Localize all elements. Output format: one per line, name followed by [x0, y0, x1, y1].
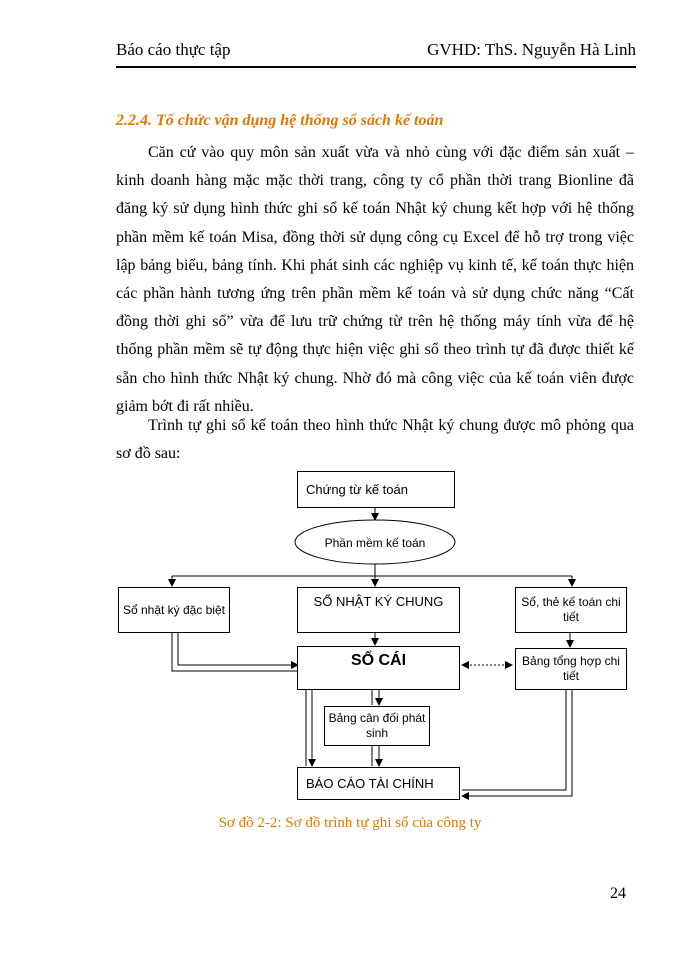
- section-title: 2.2.4. Tổ chức vận dụng hệ thống sổ sách kế toán: [116, 112, 444, 129]
- box-special-journal: [118, 587, 230, 633]
- box-accounting-software: [318, 526, 432, 560]
- box-financial-statements: [297, 767, 460, 800]
- page-number: 24: [610, 885, 626, 902]
- body-paragraph: Căn cứ vào quy môn sản xuất vừa và nhỏ cùng với đặc điểm sản xuất – kinh doanh hàng mặc mặc thời trang, công ty cổ phần thời trang Bionline đã đăng ký sử dụng hình thức ghi sổ kế toán Nhật ký chung kết hợp với hệ thống phần mềm kế toán Misa, đồng thời sử dụng công cụ Excel để hỗ trợ trong việc lập bảng biểu, bảng tính. Khi phát sinh các nghiệp vụ kinh tế, kế toán thực hiện các phần hành tương ứng trên phần mềm kế toán và sử dụng chức năng “Cất đồng thời ghi sổ” vừa để lưu trữ chứng từ trên hệ thống máy tính vừa để hệ thống phần mềm sẽ tự động thực hiện việc ghi sổ theo trình tự đã được thiết kế sẵn cho hình thức Nhật ký chung. Nhờ đó mà công việc của kế toán viên được giảm bớt đi rất nhiều.: [116, 144, 634, 415]
- box-label: Sổ, thẻ kế toán chi tiết: [521, 595, 621, 624]
- box-label: SỔ NHẬT KÝ CHUNG: [313, 594, 444, 609]
- box-label: Sổ nhật ký đặc biệt: [122, 602, 226, 617]
- box-detail-ledgers: [515, 587, 627, 633]
- box-general-journal: [297, 587, 460, 633]
- figure-caption: Sơ đồ 2-2: Sơ đồ trình tự ghi sổ của công ty: [218, 815, 482, 831]
- header-supervisor: GVHD: ThS. Nguyễn Hà Linh: [427, 40, 636, 59]
- box-label: Chứng từ kế toán: [306, 482, 408, 497]
- box-trial-balance: [324, 706, 430, 746]
- box-general-ledger: [297, 646, 460, 690]
- box-label: BÁO CÁO TÀI CHÍNH: [306, 776, 434, 791]
- box-label: Bảng tổng hợp chi tiết: [522, 654, 620, 683]
- box-label: Bảng cân đối phát sinh: [328, 711, 426, 740]
- box-label: SỔ CÁI: [350, 652, 407, 669]
- body-paragraph: Trình tự ghi sổ kế toán theo hình thức Nhật ký chung được mô phỏng qua sơ đồ sau:: [116, 417, 634, 463]
- box-accounting-documents: [297, 471, 455, 508]
- box-detail-summary: [515, 648, 627, 690]
- header-report-title: Báo cáo thực tập: [116, 40, 231, 59]
- box-label: Phần mềm kế toán: [324, 535, 426, 550]
